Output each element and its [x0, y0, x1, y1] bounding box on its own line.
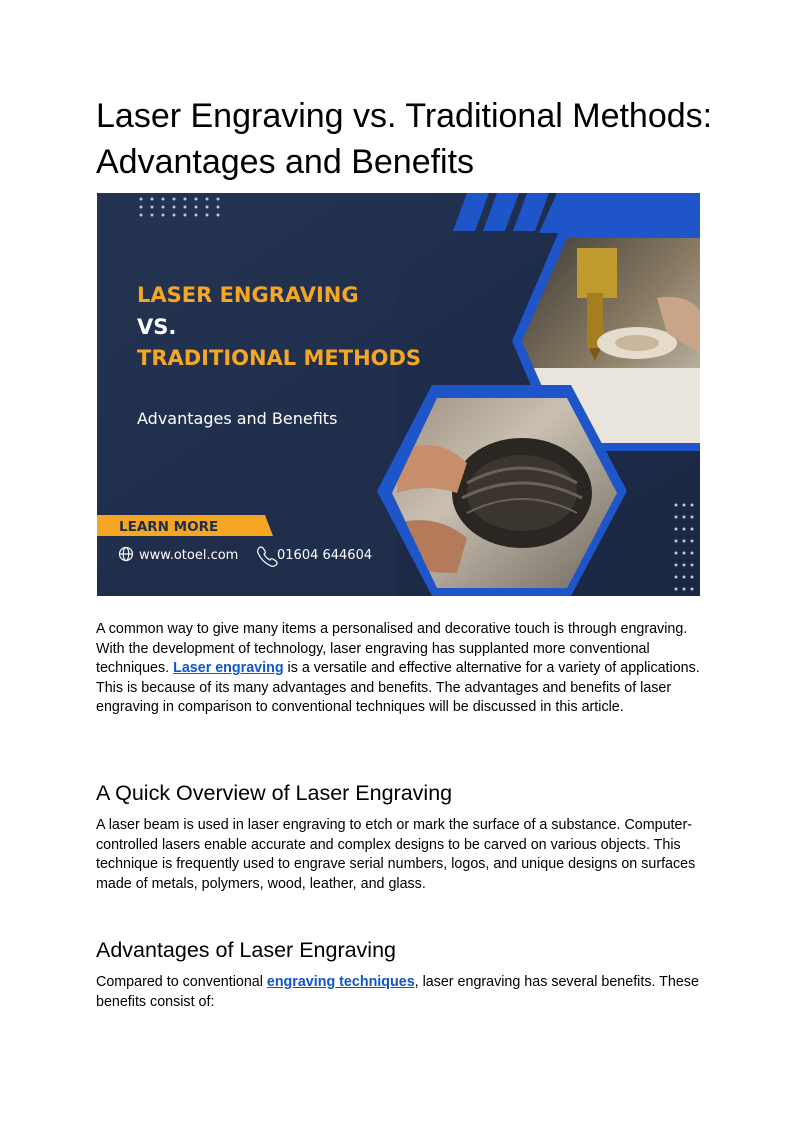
intro-paragraph [96, 620, 702, 718]
banner-phone: 01604 644604 [277, 548, 373, 563]
banner-line2: VS. [137, 315, 177, 339]
page-title: Laser Engraving vs. Traditional Methods: Advantages and Benefits [96, 97, 713, 181]
advantages-paragraph [96, 973, 702, 1012]
engraving-techniques-link[interactable]: engraving techniques [266, 974, 415, 990]
advantages-text-end: , laser engraving has several benefits. These benefits consist of: [96, 974, 699, 1010]
overview-paragraph: A laser beam is used in laser engraving to etch or mark the surface of a substance. Computer-controlled lasers enable accurate and complex designs to be carved on various objects. This technique is frequently used to engrave serial numbers, logos, and unique designs on surfaces made of metals, polymers, wood, leather, and glass. [96, 817, 696, 892]
section-heading-overview: A Quick Overview of Laser Engraving [96, 781, 453, 805]
banner-line3: TRADITIONAL METHODS [137, 346, 422, 370]
advantages-text-start: Compared to conventional [96, 974, 267, 990]
learn-more-label: LEARN MORE [119, 519, 219, 535]
section-heading-advantages: Advantages of Laser Engraving [96, 938, 397, 962]
banner-image [97, 193, 700, 596]
banner-website: www.otoel.com [139, 548, 239, 563]
laser-engraving-link[interactable]: Laser engraving [173, 660, 284, 677]
stripes-decoration [453, 193, 549, 231]
banner-line1: LASER ENGRAVING [137, 283, 359, 307]
intro-text-end: is a versatile and effective alternative for a variety of applications. This is because of its many advantages and benefits. The advantages and benefits of laser engraving in comparison to conventional techniques will be discussed in this article. [96, 660, 700, 716]
intro-text-start: A common way to give many items a personalised and decorative touch is through engraving. With the development of technology, laser engraving has supplanted more conventional techniques. [96, 621, 688, 677]
banner-subtitle: Advantages and Benefits [137, 409, 338, 428]
